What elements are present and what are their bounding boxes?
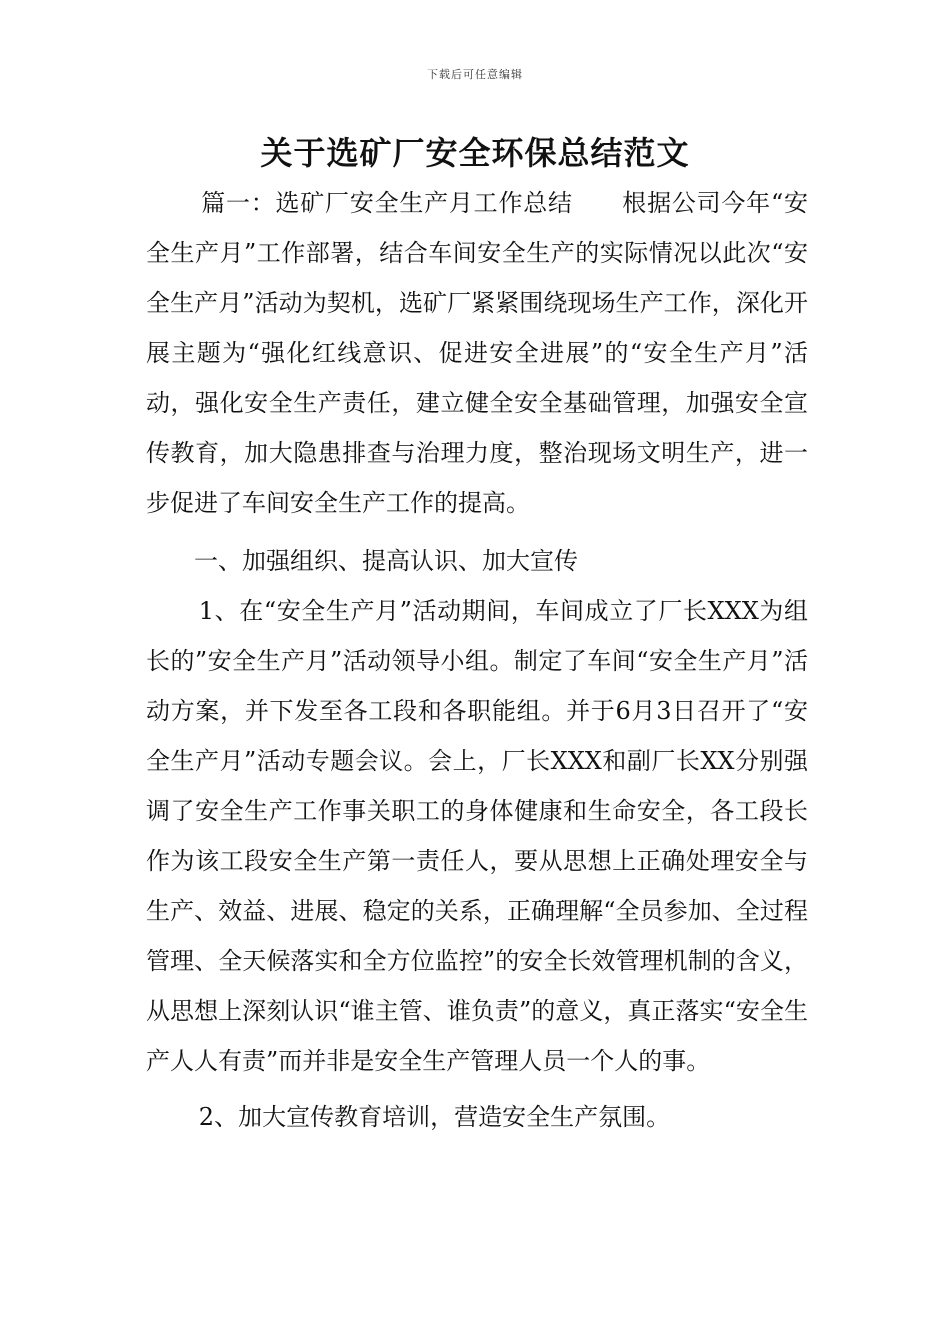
- document-body: [146, 178, 808, 1142]
- section-heading-1: 一、加强组织、提高认识、加大宣传: [194, 547, 578, 575]
- document-title: 关于选矿厂安全环保总结范文: [260, 134, 690, 172]
- header-note: 下载后可任意编辑: [427, 68, 523, 81]
- list-item-2: 2、加大宣传教育培训，营造安全生产氛围。: [198, 1103, 671, 1131]
- list-item-1: 1、在“安全生产月”活动期间，车间成立了厂长XXX为组长的”安全生产月”活动领导小组。制定了车间“安全生产月”活动方案，并下发至各工段和各职能组。并于6月3日召开了“安全生产月”活动专题会议。会上，厂长XXX和副厂长XX分别强调了安全生产工作事关职工的身体健康和生命安全，各工段长作为该工段安全生产第一责任人，要从思想上正确处理安全与生产、效益、进展、稳定的关系，正确理解“全员参加、全过程管理、全天候落实和全方位监控”的安全长效管理机制的含义，从思想上深刻认识“谁主管、谁负责”的意义，真正落实“安全生产人人有责”而并非是安全生产管理人员一个人的事。: [146, 597, 808, 1075]
- intro-paragraph: 篇一：选矿厂安全生产月工作总结 根据公司今年“安全生产月”工作部署，结合车间安全生产的实际情况以此次“安全生产月”活动为契机，选矿厂紧紧围绕现场生产工作，深化开展主题为“强化红线意识、促进安全进展”的“安全生产月”活动，强化安全生产责任，建立健全安全基础管理，加强安全宣传教育，加大隐患排查与治理力度，整治现场文明生产，进一步促进了车间安全生产工作的提高。: [146, 189, 808, 517]
